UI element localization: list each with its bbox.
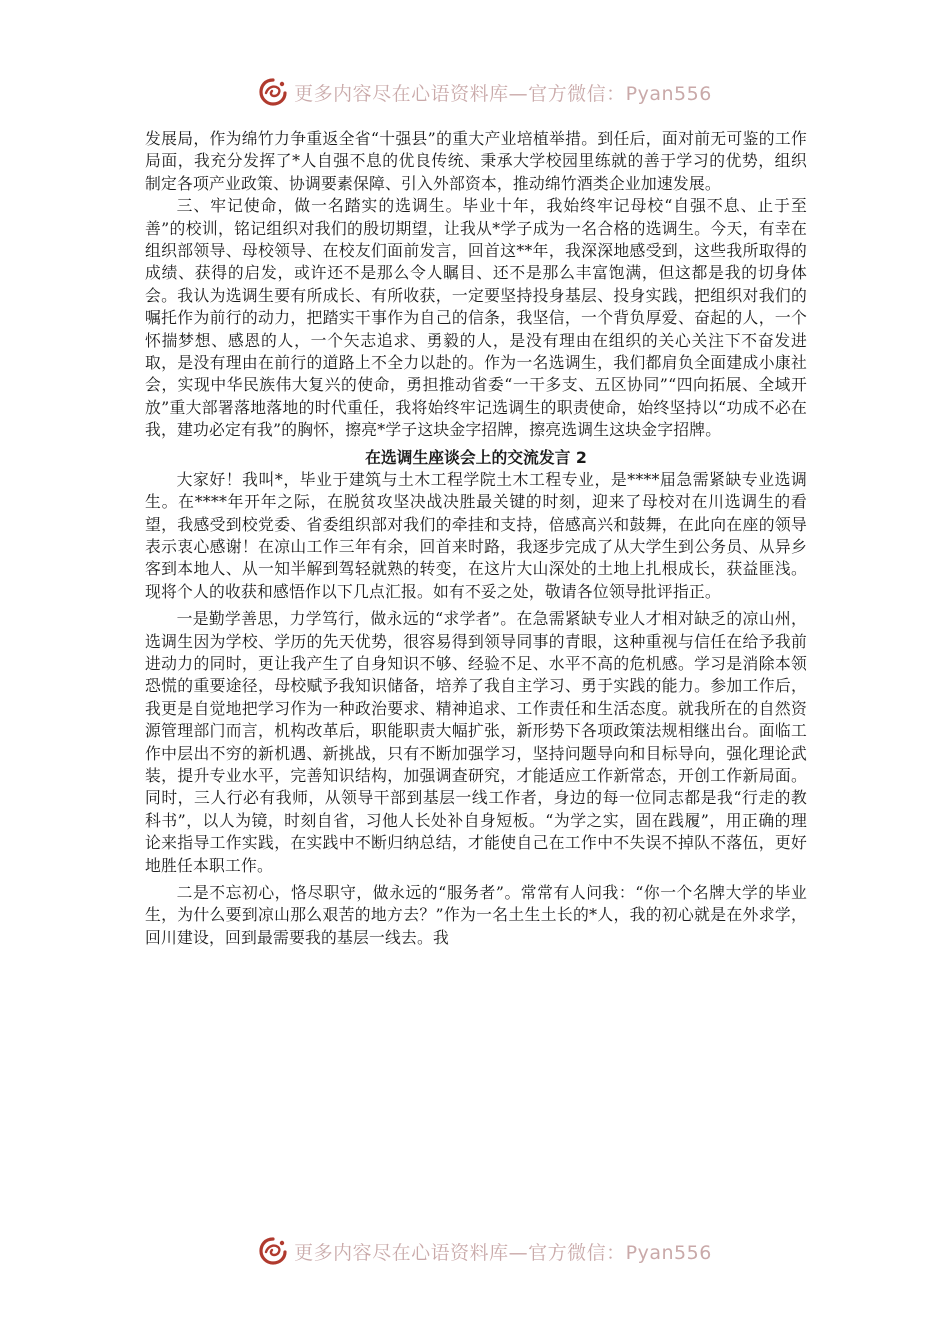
watermark-text: 更多内容尽在心语资料库—官方微信：Pyan556	[294, 82, 712, 105]
brush-circle-logo-icon	[258, 77, 288, 107]
paragraph: 三、牢记使命，做一名踏实的选调生。毕业十年，我始终牢记母校“自强不息、止于至善”的校训，铭记组织对我们的殷切期望，让我从*学子成为一名合格的选调生。今天，有幸在组织部领导、母校领导、在校友们面前发言，回首这**年，我深深地感受到，这些我所取得的成绩、获得的启发，或许还不是那么令人瞩目、还不是那么丰富饱满，但这都是我的切身体会。我认为选调生要有所成长、有所收获，一定要坚持投身基层、投身实践，把组织对我们的嘱托作为前行的动力，把踏实干事作为自己的信条，我坚信，一个背负厚爱、奋起的人，一个怀揣梦想、感恩的人，一个矢志追求、勇毅的人，是没有理由在组织的关心关注下不奋发进取，是没有理由在前行的道路上不全力以赴的。作为一名选调生，我们都肩负全面建成小康社会，实现中华民族伟大复兴的使命，勇担推动省委“一干多支、五区协同”“四向拓展、全域开放”重大部署落地落地的时代重任，我将始终牢记选调生的职责使命，始终坚持以“功成不必在我，建功必定有我”的胸怀，擦亮*学子这块金字招牌，擦亮选调生这块金字招牌。	[145, 196, 807, 440]
paragraph: 大家好！我叫*，毕业于建筑与土木工程学院土木工程专业，是****届急需紧缺专业选调生。在****年开年之际，在脱贫攻坚决战决胜最关键的时刻，迎来了母校对在川选调生的看望，我感受到校党委、省委组织部对我们的牵挂和支持，倍感高兴和鼓舞，在此向在座的领导表示衷心感谢！在凉山工作三年有余，回首来时路，我逐步完成了从大学生到公务员、从异乡客到本地人、从一知半解到驾轻就熟的转变，在这片大山深处的土地上扎根成长，获益匪浅。现将个人的收获和感悟作以下几点汇报。如有不妥之处，敬请各位领导批评指正。	[145, 469, 807, 601]
watermark-header	[0, 72, 950, 112]
document-body	[145, 128, 807, 949]
paragraph: 一是勤学善思，力学笃行，做永远的“求学者”。在急需紧缺专业人才相对缺乏的凉山州，选调生因为学校、学历的先天优势，很容易得到领导同事的青眼，这种重视与信任在给予我前进动力的同时，更让我产生了自身知识不够、经验不足、水平不高的危机感。学习是消除本领恐慌的重要途径，母校赋予我知识储备，培养了我自主学习、勇于实践的能力。参加工作后，我更是自觉地把学习作为一种政治要求、精神追求、工作责任和生活态度。就我所在的自然资源管理部门而言，机构改革后，职能职责大幅扩张，新形势下各项政策法规相继出台。面临工作中层出不穷的新机遇、新挑战，只有不断加强学习，坚持问题导向和目标导向，强化理论武装，提升专业水平，完善知识结构，加强调查研究，才能适应工作新常态，开创工作新局面。同时，三人行必有我师，从领导干部到基层一线工作者，身边的每一位同志都是我“行走的教科书”，以人为镜，时刻自省，习他人长处补自身短板。“为学之实，固在践履”，用正确的理论来指导工作实践，在实践中不断归纳总结，才能使自己在工作中不失误不掉队不落伍，更好地胜任本职工作。	[145, 609, 807, 875]
watermark-footer	[0, 1231, 950, 1271]
paragraph: 发展局，作为绵竹力争重返全省“十强县”的重大产业培植举措。到任后，面对前无可鉴的工作局面，我充分发挥了*人自强不息的优良传统、秉承大学校园里练就的善于学习的优势，组织制定各项产业政策、协调要素保障、引入外部资本，推动绵竹酒类企业加速发展。	[145, 129, 807, 193]
watermark-text: 更多内容尽在心语资料库—官方微信：Pyan556	[294, 1241, 712, 1264]
section-title: 在选调生座谈会上的交流发言 2	[365, 447, 587, 467]
paragraph: 二是不忘初心，恪尽职守，做永远的“服务者”。常常有人问我：“你一个名牌大学的毕业生，为什么要到凉山那么艰苦的地方去？”作为一名土生土长的*人，我的初心就是在外求学，回川建设，回到最需要我的基层一线去。我	[145, 883, 807, 947]
brush-circle-logo-icon	[258, 1236, 288, 1266]
